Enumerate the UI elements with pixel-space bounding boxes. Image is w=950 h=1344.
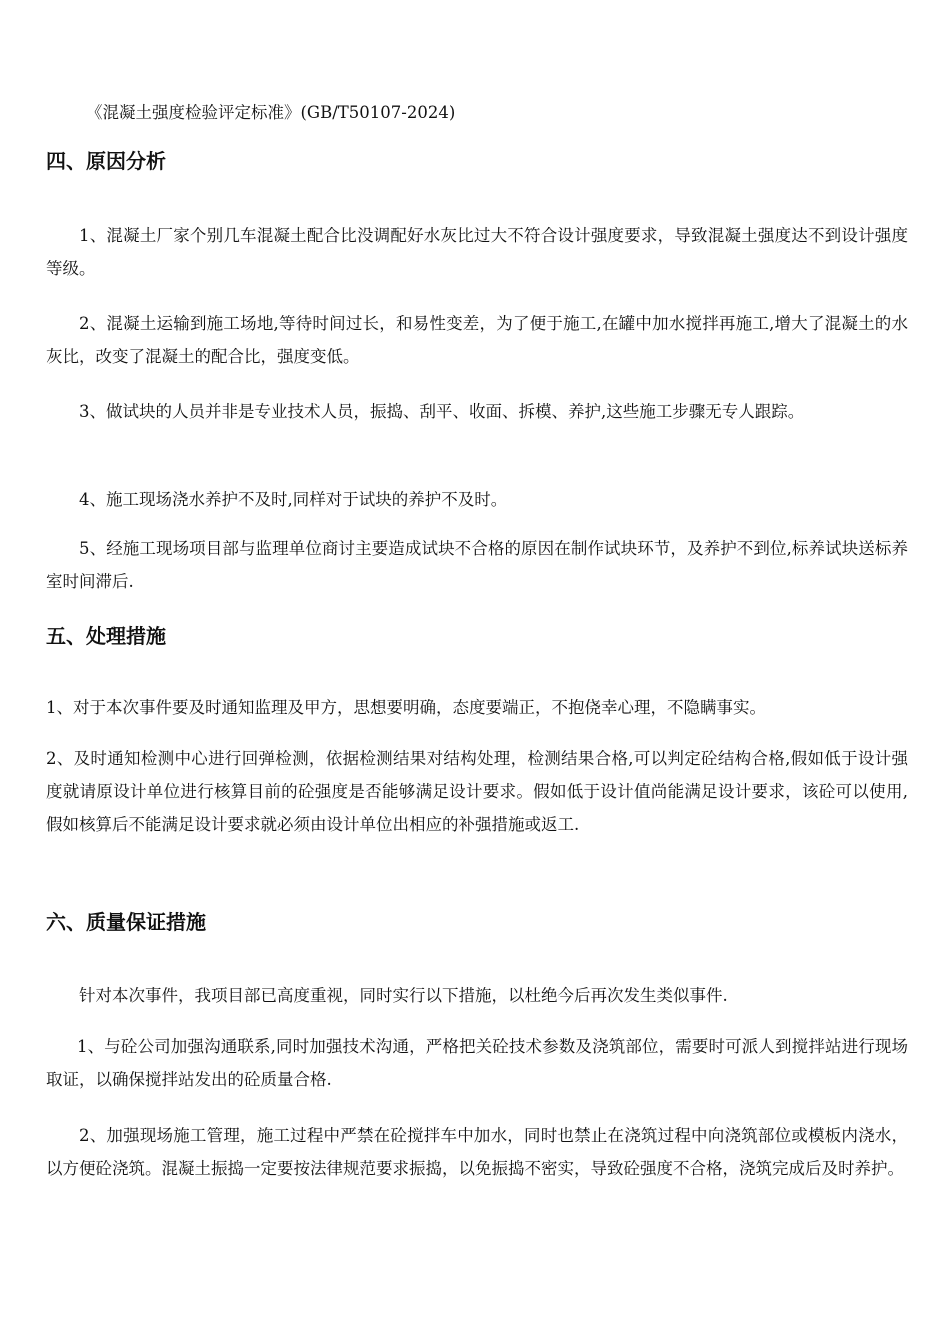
cause-item-4: 4、施工现场浇水养护不及时,同样对于试块的养护不及时。: [79, 490, 508, 509]
cause-item-5: 5、经施工现场项目部与监理单位商讨主要造成试块不合格的原因在制作试块环节，及养护不到位,标养试块送标养室时间滞后.: [46, 539, 908, 591]
section-heading-cause-analysis: 四、原因分析: [46, 149, 166, 173]
quality-item-1: 1、与砼公司加强沟通联系,同时加强技术沟通，严格把关砼技术参数及浇筑部位，需要时可派人到搅拌站进行现场取证，以确保搅拌站发出的砼质量合格.: [46, 1037, 908, 1089]
cause-item-3: 3、做试块的人员并非是专业技术人员，振捣、刮平、收面、拆模、养护,这些施工步骤无专人跟踪。: [79, 402, 805, 421]
quality-intro: 针对本次事件，我项目部已高度重视，同时实行以下措施，以杜绝今后再次发生类似事件.: [79, 986, 728, 1005]
treatment-item-1: 1、对于本次事件要及时通知监理及甲方，思想要明确，态度要端正，不抱侥幸心理，不隐瞒事实。: [46, 698, 766, 717]
section-heading-treatment: 五、处理措施: [46, 624, 166, 648]
cause-item-2: 2、混凝土运输到施工场地,等待时间过长，和易性变差，为了便于施工,在罐中加水搅拌再施工,增大了混凝土的水灰比，改变了混凝土的配合比，强度变低。: [46, 314, 908, 366]
treatment-item-2: 2、及时通知检测中心进行回弹检测，依据检测结果对结构处理，检测结果合格,可以判定砼结构合格,假如低于设计强度就请原设计单位进行核算目前的砼强度是否能够满足设计要求。假如低于设计值尚能满足设计要求，该砼可以使用,假如核算后不能满足设计要求就必须由设计单位出相应的补强措施或返工.: [46, 749, 908, 834]
section-heading-quality-assurance: 六、质量保证措施: [46, 910, 206, 934]
standard-reference: 《混凝土强度检验评定标准》(GB/T50107-2024): [86, 103, 456, 122]
quality-item-2: 2、加强现场施工管理，施工过程中严禁在砼搅拌车中加水，同时也禁止在浇筑过程中向浇筑部位或模板内浇水，以方便砼浇筑。混凝土振捣一定要按法律规范要求振捣，以免振捣不密实，导致砼强度不合格，浇筑完成后及时养护。: [46, 1126, 908, 1178]
cause-item-1: 1、混凝土厂家个别几车混凝土配合比没调配好水灰比过大不符合设计强度要求，导致混凝土强度达不到设计强度等级。: [46, 226, 908, 278]
